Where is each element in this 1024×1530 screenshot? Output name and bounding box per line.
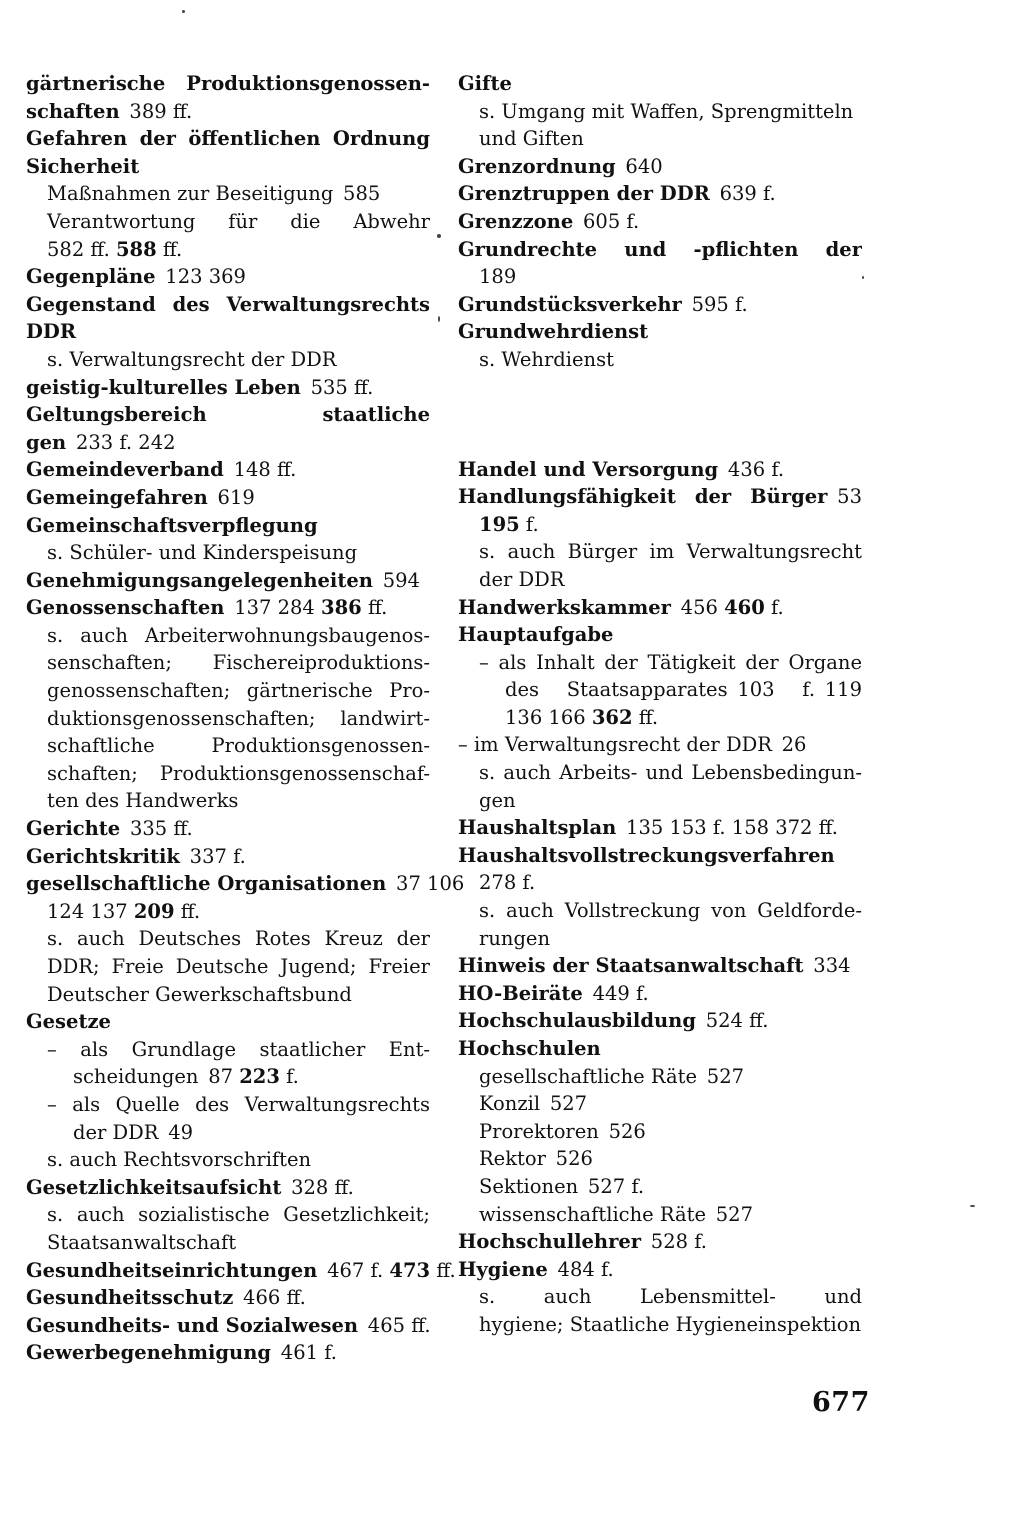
bold-text: 223 [239,1065,280,1089]
text: 467 f. [317,1258,390,1282]
text: 335 ff. [120,817,193,841]
index-entry-line [26,815,430,843]
headword: Gesetze [26,1010,111,1034]
bold-text: Genossenschaften [26,596,225,620]
index-entry-line [26,567,430,595]
index-subentry-line [458,98,862,126]
bold-text: geistig-kulturelles Leben [26,375,301,399]
index-entry-line [458,952,862,980]
index-subentry-line [26,208,430,236]
index-subentry-line [458,649,862,677]
text: Deutscher Gewerkschaftsbund [47,982,352,1006]
headword: Gegenstand des Verwaltungsrechts [26,292,430,316]
text: Staatsanwaltschaft [47,1230,237,1254]
text: 148 ff. [223,458,297,482]
bold-text: gesellschaftliche Organisationen [26,872,387,896]
index-subentry-line [458,263,862,291]
index-subentry-line [26,1201,430,1229]
text: senschaften; Fischereiproduktions- [47,651,430,675]
text: ff. [156,237,183,261]
headword: Hochschulen [458,1037,601,1060]
bold-text: Hochschullehrer [458,1230,642,1254]
text: ten des Handwerks [47,789,239,813]
section-gap [458,374,862,456]
index-entry-line [26,401,430,429]
index-subentry-line [26,898,430,926]
index-subentry-line [26,539,430,567]
text: s. Verwaltungsrecht der DDR [47,347,337,371]
index-subentry-line [458,787,862,815]
page-number: 677 [812,1387,870,1418]
text: 449 f. [582,981,649,1005]
index-entry-line [26,456,430,484]
bold-text: 588 [115,237,157,261]
text: der DDR [479,567,565,591]
bold-text: 195 [479,512,520,536]
text: 135 153 f. 158 372 ff. [616,816,838,840]
text: f. [279,1065,299,1089]
index-entry-line [458,1228,862,1256]
index-subentry-line [458,1173,862,1201]
scan-speck [438,316,440,322]
bold-text: 473 [389,1258,431,1282]
text: s. auch Arbeiterwohnungsbaugenos- [47,623,430,647]
index-entry-line [26,1312,430,1340]
text: 465 ff. [358,1313,431,1337]
bold-text: 362 [591,705,633,729]
text: Verantwortung für die Abwehr [47,209,430,233]
text: 189 [479,265,517,289]
text: s. Wehrdienst [479,347,614,371]
index-entry-line [458,291,862,319]
headword: Geltungsbereich staatliche [26,403,430,427]
headword: DDR [26,320,77,344]
index-subentry-line [26,787,430,815]
bold-text: Hinweis der Staatsanwaltschaft [458,954,804,978]
text: 640 [615,154,663,178]
bold-text: Grenzzone [458,209,574,233]
index-subentry-line [26,705,430,733]
bold-text: Hochschulausbildung [458,1009,696,1033]
text: 619 [207,485,255,509]
bold-text: Grenzordnung [458,154,616,178]
bold-text: Gerichtskritik [26,844,180,868]
index-subentry-line [458,1090,862,1118]
bold-text: Handel und Versorgung [458,457,719,481]
index-entry-line [458,153,862,181]
text: schaften; Produktionsgenossenschaf- [47,761,430,785]
text: Konzil 527 [479,1092,588,1116]
bold-text: schaften [26,99,120,123]
text: DDR; Freie Deutsche Jugend; Freier [47,955,430,978]
text: 334 [803,954,851,978]
text: ff. [174,899,201,923]
bold-text: Gegenpläne [26,265,156,289]
index-subentry-line [458,1311,862,1339]
index-entry-line [458,594,862,622]
scan-speck [182,10,185,13]
text: s. auch sozialistische Gesetzlichkeit; [47,1203,430,1227]
headword: Gemeinschaftsverpflegung [26,513,318,537]
text: s. Schüler- und Kinderspeisung [47,541,358,565]
text: und Giften [479,127,584,151]
bold-text: Haushaltsplan [458,816,617,840]
text: – im Verwaltungsrecht der DDR 26 [458,733,807,757]
index-entry-line [26,429,430,457]
index-subentry-line [458,925,862,953]
index-subentry-line [26,677,430,705]
headword: gärtnerische Produktionsgenossen- [26,72,430,95]
text: gen [479,788,516,812]
headword: Haushaltsvollstreckungsverfahren [458,843,835,867]
scan-speck [862,276,864,279]
index-subentry-line [26,1036,430,1064]
index-entry-line [26,1174,430,1202]
text: 233 f. 242 [66,430,176,454]
index-entry-line [458,70,862,98]
index-subentry-line [458,704,862,732]
index-subentry-line [26,1146,430,1174]
index-subentry-line [458,1063,862,1091]
index-entry-line [458,318,862,346]
index-entry-line [26,263,430,291]
text: 436 f. [718,457,785,481]
text: ff. [361,596,388,620]
text: 594 [372,568,420,592]
text: 137 284 [224,596,322,620]
headword: Sicherheit [26,154,140,178]
bold-text: Gemeingefahren [26,485,208,509]
text: Rektor 526 [479,1147,593,1171]
index-entry-line [458,1256,862,1284]
index-subentry-line [26,346,430,374]
index-column-left [26,70,465,1367]
index-entry-line [26,98,430,126]
bold-text: Grundstücksverkehr [458,292,682,316]
text: Prorektoren 526 [479,1119,646,1143]
index-entry-line [26,1008,430,1036]
text: wissenschaftliche Räte 527 [479,1202,753,1226]
index-entry-line [26,70,430,98]
text: ff. [430,1258,456,1282]
text: 278 f. [479,871,536,895]
index-entry-line [458,842,862,870]
index-entry-line [458,621,862,649]
text: schaftliche Produktionsgenossen- [47,734,430,758]
text: – als Grundlage staatlicher Ent- [47,1037,430,1061]
index-subentry-line [26,1091,430,1119]
text: Maßnahmen zur Beseitigung 585 [47,182,381,206]
bold-text: Handlungsfähigkeit der Bürger [458,485,828,509]
index-subentry-line [458,1283,862,1311]
index-column-right [458,70,862,1339]
bold-text: Grenztruppen der DDR [458,182,710,206]
text: des Staatsapparates 103 f. 119 [505,678,862,702]
bold-text: gen [26,430,67,454]
index-entry-line [458,483,862,511]
index-entry-line [26,125,430,153]
text: der DDR 49 [73,1120,194,1144]
bold-text: Genehmigungsangelegenheiten [26,568,373,592]
text: Sektionen 527 f. [479,1174,645,1198]
text: 37 106 [386,872,465,896]
bold-text: Gesetzlichkeitsaufsicht [26,1175,282,1199]
bold-text: 460 [724,595,765,619]
index-entry-line [458,180,862,208]
index-entry-line [458,1007,862,1035]
text: 535 ff. [300,375,374,399]
index-subentry-line [458,346,862,374]
index-entry-line [26,870,465,898]
index-entry-line [26,153,430,181]
index-subentry-line [458,676,862,704]
text: 484 f. [547,1257,614,1281]
bold-text: Gerichte [26,817,121,841]
text: duktionsgenossenschaften; landwirt- [47,706,430,730]
headword: Hauptaufgabe [458,623,614,647]
index-entry-line [458,208,862,236]
bold-text: HO-Beiräte [458,981,583,1005]
text: genossenschaften; gärtnerische Pro- [47,679,430,703]
index-entry-line [26,512,430,540]
index-subentry-line [458,869,862,897]
text: s. Umgang mit Waffen, Sprengmitteln [479,99,854,123]
index-subentry-line [458,538,862,566]
bold-text: 209 [133,899,175,923]
index-entry-line [26,318,430,346]
index-subentry-line [458,566,862,594]
bold-text: Gemeindeverband [26,458,224,482]
index-entry-line [26,594,430,622]
index-entry-line [458,980,862,1008]
bold-text: Gewerbegenehmigung [26,1341,272,1365]
text: – als Inhalt der Tätigkeit der Organe [479,650,862,674]
index-entry-line [26,291,430,319]
text: 53 [827,485,862,509]
index-entry-line [458,1035,862,1063]
text: hygiene; Staatliche Hygieneinspektion [479,1312,862,1336]
text: rungen [479,926,551,950]
text: 595 f. [681,292,748,316]
index-subentry-line [26,649,430,677]
text: 524 ff. [695,1009,769,1033]
text: 639 f. [709,182,776,206]
bold-text: 386 [321,596,362,620]
text: f. [764,595,784,619]
headword: Gifte [458,72,512,95]
text: 605 f. [573,209,640,233]
bold-text: Gesundheitsschutz [26,1286,234,1310]
text: s. auch Rechtsvorschriften [47,1148,312,1172]
index-subentry-line [26,1229,430,1257]
text: 582 ff. [47,237,116,261]
index-subentry-line [26,732,430,760]
text: 456 [670,595,725,619]
bold-text: Handwerkskammer [458,595,671,619]
index-subentry-line [26,1063,430,1091]
index-entry-line [458,814,862,842]
index-entry-line [26,484,430,512]
index-subentry-line [26,180,430,208]
index-subentry-line [458,1145,862,1173]
index-subentry-line [458,1201,862,1229]
index-subentry-line [26,236,430,264]
text: s. auch Vollstreckung von Geldforde- [479,899,862,923]
text: 461 f. [271,1341,337,1365]
text: s. auch Arbeits- und Lebensbedingun- [479,761,862,785]
index-subentry-line [26,760,430,788]
text: 337 f. [179,844,246,868]
text: s. auch Lebensmittel- und [479,1285,862,1309]
text: 124 137 [47,899,134,923]
text: 389 ff. [119,99,193,123]
index-subentry-line [26,622,430,650]
headword: Grundrechte und -pflichten der [458,237,862,261]
index-subentry-line [26,925,430,953]
bold-text: Gesundheitseinrichtungen [26,1258,318,1282]
index-subentry-line [26,1119,430,1147]
text: s. auch Bürger im Verwaltungsrecht [479,540,862,564]
index-subentry-line [458,511,862,539]
bold-text: Gesundheits- und Sozialwesen [26,1313,359,1337]
text: 328 ff. [281,1175,354,1199]
text: 528 f. [641,1230,707,1254]
text: scheidungen 87 [73,1065,240,1089]
text: s. auch Deutsches Rotes Kreuz der [47,927,430,951]
index-subentry-line [458,897,862,925]
index-entry-line [458,456,862,484]
index-entry-line [26,1284,430,1312]
index-entry-line [26,1339,430,1367]
index-subentry-line [458,759,862,787]
text: 466 ff. [233,1286,306,1310]
text: ff. [632,705,659,729]
index-entry-line [26,374,430,402]
text: gesellschaftliche Räte 527 [479,1064,745,1088]
text: – als Quelle des Verwaltungsrechts [47,1092,430,1116]
index-subentry-line [458,1118,862,1146]
text: f. [519,512,539,536]
text: 136 166 [505,705,592,729]
bold-text: Hygiene [458,1257,548,1281]
index-entry-line [458,731,862,759]
headword: Gefahren der öffentlichen Ordnung [26,127,430,151]
index-entry-line [26,843,430,871]
index-entry-line [458,236,862,264]
index-subentry-line [26,981,430,1009]
text: 123 369 [155,265,246,289]
index-subentry-line [458,125,862,153]
scan-speck [437,234,441,238]
index-subentry-line [26,953,430,981]
scan-speck [970,1205,975,1207]
index-entry-line [26,1257,456,1285]
headword: Grundwehrdienst [458,320,649,344]
